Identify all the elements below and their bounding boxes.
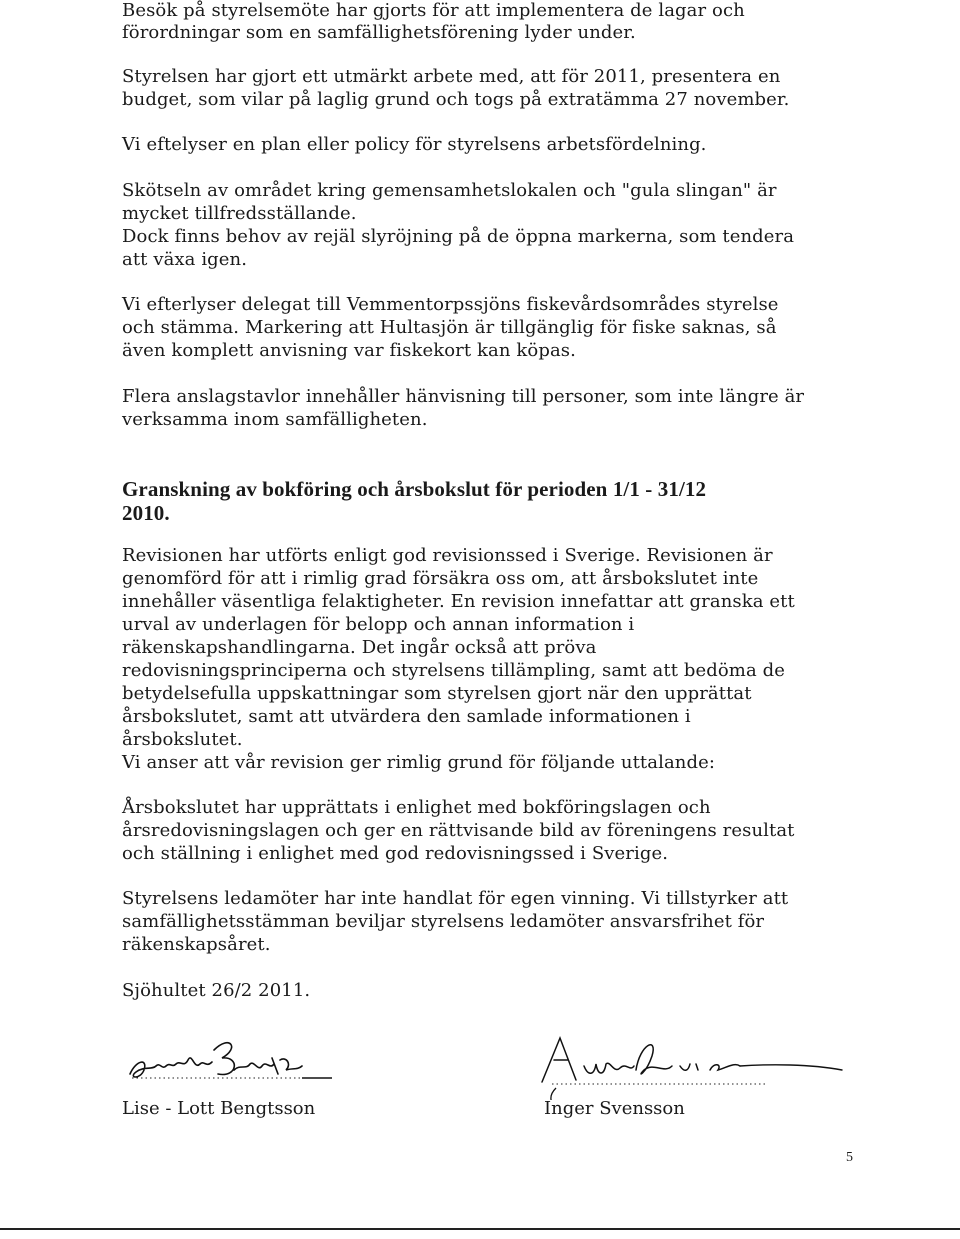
body-line: och stämma. Markering att Hultasjön är tillgänglig för fiske saknas, så [122,317,777,338]
bottom-rule [0,1228,960,1230]
body-line: räkenskapsåret. [122,934,271,955]
signatory-name-2: Inger Svensson [544,1098,685,1119]
body-line: Vi efterlyser delegat till Vemmentorpssjöns fiskevårdsområdes styrelse [122,294,779,315]
body-line: Vi anser att vår revision ger rimlig grund för följande uttalande: [122,752,716,773]
signatory-name-1: Lise - Lott Bengtsson [122,1098,316,1119]
body-line: Skötseln av området kring gemensamhetslokalen och "gula slingan" är [122,180,777,201]
body-line: Revisionen har utförts enligt god revisionssed i Sverige. Revisionen är [122,545,773,566]
body-line: Årsbokslutet har upprättats i enlighet med bokföringslagen och [122,797,711,818]
handwritten-signature-2 [540,1030,850,1100]
place-date: Sjöhultet 26/2 2011. [122,980,311,1001]
body-line: innehåller väsentliga felaktigheter. En revision innefattar att granska ett [122,591,795,612]
body-line: Styrelsen har gjort ett utmärkt arbete med, att för 2011, presentera en [122,66,781,87]
section-heading: 2010. [122,501,170,525]
body-line: samfällighetsstämman beviljar styrelsens ledamöter ansvarsfrihet för [122,911,765,932]
body-line: även komplett anvisning var fiskekort kan köpas. [122,340,576,361]
body-line: redovisningsprinciperna och styrelsens tillämpling, samt att bedöma de [122,660,785,681]
page-number: 5 [846,1150,853,1165]
body-line: genomförd för att i rimlig grad försäkra oss om, att årsbokslutet inte [122,568,759,589]
body-line: Besök på styrelsemöte har gjorts för att implementera de lagar och [122,0,745,21]
body-line: betydelsefulla uppskattningar som styrelsen gjort när den upprättat [122,683,752,704]
body-line: Vi eftelyser en plan eller policy för styrelsens arbetsfördelning. [122,134,707,155]
body-line: och ställning i enlighet med god redovisningssed i Sverige. [122,843,669,864]
section-heading: Granskning av bokföring och årsbokslut för perioden 1/1 - 31/12 [122,477,707,501]
body-line: Flera anslagstavlor innehåller hänvisning till personer, som inte längre är [122,386,805,407]
body-line: mycket tillfredsställande. [122,203,357,224]
body-line: urval av underlagen för belopp och annan information i [122,614,635,635]
body-line: årsbokslutet. [122,729,243,750]
body-line: Styrelsens ledamöter har inte handlat för egen vinning. Vi tillstyrker att [122,888,789,909]
signature-block-1 [122,1030,452,1120]
body-line: verksamma inom samfälligheten. [122,409,428,430]
body-line: att växa igen. [122,249,248,270]
body-line: årsredovisningslagen och ger en rättvisande bild av föreningens resultat [122,820,795,841]
body-line: budget, som vilar på laglig grund och togs på extratämma 27 november. [122,89,790,110]
body-line: årsbokslutet, samt att utvärdera den samlade informationen i [122,706,691,727]
body-line: förordningar som en samfällighetsförening lyder under. [122,22,636,43]
signature-block-2 [540,1030,870,1120]
body-line: räkenskapshandlingarna. Det ingår också att pröva [122,637,597,658]
body-line: Dock finns behov av rejäl slyröjning på de öppna markerna, som tendera [122,226,795,247]
handwritten-signature-1 [122,1030,402,1090]
